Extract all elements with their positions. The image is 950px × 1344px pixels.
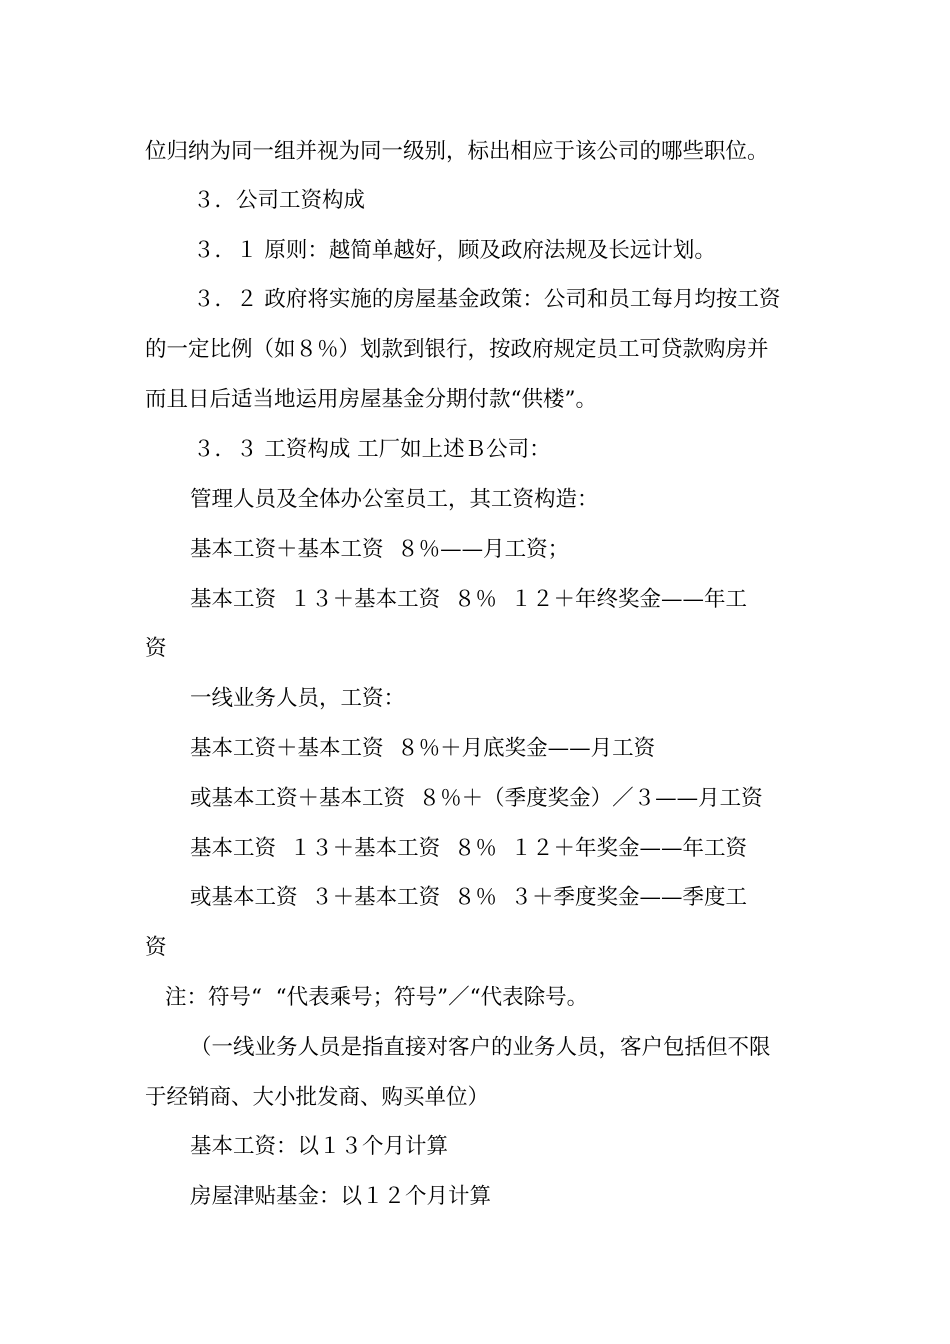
management-staff-heading: 管理人员及全体办公室员工，其工资构造： <box>190 487 599 512</box>
formula-frontline-quarterly-continued: 资 <box>145 935 167 960</box>
frontline-definition-continued: 于经销商、大小批发商、购买单位） <box>145 1085 490 1110</box>
note-symbols: 注：符号“ “代表乘号；符号”／“代表除号。 <box>165 985 589 1010</box>
housing-fund-note: 房屋津贴基金：以１２个月计算 <box>190 1184 492 1209</box>
text-line-5: 的一定比例（如８％）划款到银行，按政府规定员工可贷款购房并 <box>145 337 769 362</box>
formula-frontline-annual: 基本工资 １３＋基本工资 ８％ １２＋年奖金——年工资 <box>190 836 748 861</box>
formula-frontline-quarterly: 或基本工资 ３＋基本工资 ８％ ３＋季度奖金——季度工 <box>190 885 748 910</box>
section-3-2: ３．２ 政府将实施的房屋基金政策：公司和员工每月均按工资 <box>193 287 781 312</box>
formula-annual-salary: 基本工资 １３＋基本工资 ８％ １２＋年终奖金——年工 <box>190 587 748 612</box>
frontline-staff-heading: 一线业务人员，工资： <box>190 686 406 711</box>
text-line-1: 位归纳为同一组并视为同一级别，标出相应于该公司的哪些职位。 <box>145 139 769 164</box>
section-3-1: ３．１ 原则：越简单越好，顾及政府法规及长远计划。 <box>193 238 716 263</box>
formula-monthly-salary: 基本工资＋基本工资 ８％——月工资； <box>190 537 570 562</box>
formula-frontline-monthly: 基本工资＋基本工资 ８％＋月底奖金——月工资 <box>190 736 656 761</box>
base-salary-note: 基本工资：以１３个月计算 <box>190 1134 449 1159</box>
section-heading-3: ３．公司工资构成 <box>193 188 366 213</box>
formula-annual-salary-continued: 资 <box>145 636 167 661</box>
formula-frontline-monthly-quarterly: 或基本工资＋基本工资 ８％＋（季度奖金）／３——月工资 <box>190 786 763 811</box>
text-line-6: 而且日后适当地运用房屋基金分期付款“供楼”。 <box>145 387 597 412</box>
section-3-3: ３．３ 工资构成 工厂如上述Ｂ公司： <box>193 437 551 462</box>
frontline-definition: （一线业务人员是指直接对客户的业务人员，客户包括但不限 <box>190 1035 771 1060</box>
